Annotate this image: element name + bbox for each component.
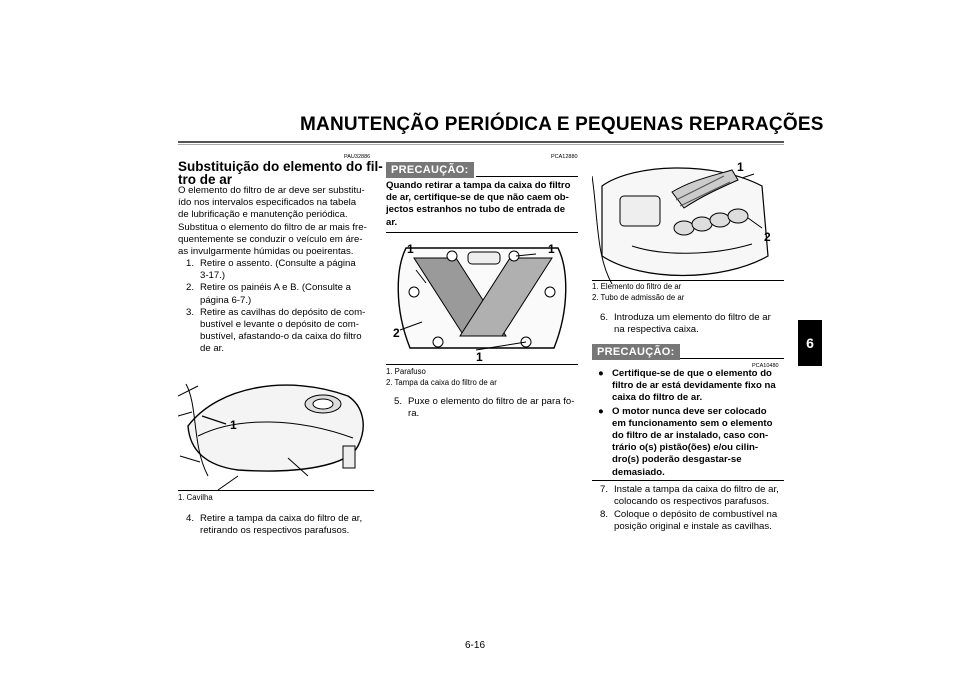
step-line: Retire os painéis A e B. (Consulte a (200, 282, 351, 294)
step-item (600, 484, 779, 508)
steps-list (186, 258, 376, 356)
step-text (408, 396, 574, 420)
intro-line: ído nos intervalos especificados na tabela (178, 197, 357, 209)
step-text (200, 258, 356, 282)
caution-rule (476, 176, 578, 177)
figure-caption: 1. Cavilha (178, 493, 213, 502)
step-number: 2. (186, 282, 195, 294)
intro-paragraph (178, 185, 372, 258)
caution-code: PCA10480 (752, 363, 779, 369)
step-item (186, 307, 376, 356)
caution-line: ar. (386, 216, 398, 228)
caption-rule (178, 490, 374, 491)
step-line: bustível, afastando-o da caixa do filtro (200, 331, 362, 343)
caution-text (386, 180, 580, 229)
step-line: Introduza um elemento do filtro de ar (614, 312, 771, 323)
step-text (200, 282, 351, 306)
header-rule (178, 141, 784, 143)
bullet-line: filtro de ar está devidamente fixo na (612, 380, 776, 392)
page-header-title: MANUTENÇÃO PERIÓDICA E PEQUENAS REPARAÇÕES (300, 114, 824, 135)
bullet-text (612, 368, 776, 405)
step-line: na respectiva caixa. (614, 324, 699, 336)
step-item (186, 258, 376, 282)
step-item (600, 509, 777, 533)
page-number: 6-16 (465, 640, 486, 651)
bullet-icon: ● (598, 405, 604, 417)
step-number: 8. (600, 509, 609, 520)
caution-line: de ar, certifique-se de que não caem ob- (386, 192, 569, 204)
intro-line: quentemente se conduzir o veículo em áre- (178, 233, 363, 245)
step-line: 3-17.) (200, 270, 226, 282)
figure-callout: 1 (407, 242, 414, 256)
caution-label: PRECAUÇÃO: (592, 344, 680, 360)
figure-callout: 1 (230, 418, 237, 432)
bullet-line: em funcionamento sem o elemento (612, 417, 773, 429)
figure-captions (592, 282, 684, 303)
figure-caption: 2. Tampa da caixa do filtro de ar (386, 377, 497, 387)
step-number: 3. (186, 306, 195, 318)
chapter-tab: 6 (798, 320, 822, 366)
figure-caption: 1. Parafuso (386, 367, 426, 376)
bullet-item (598, 406, 786, 479)
caution-bullets (598, 368, 786, 479)
caution-code: PCA12880 (551, 154, 578, 160)
figure-caption: 2. Tubo de admissão de ar (592, 292, 685, 302)
figure-callout: 1 (548, 242, 555, 256)
step-line: colocando os respectivos parafusos. (614, 496, 770, 508)
step-line: Coloque o depósito de combustível na (614, 509, 778, 520)
bullet-line: caixa do filtro de ar. (612, 392, 703, 404)
intro-line: O elemento do filtro de ar deve ser substitu- (178, 185, 365, 196)
bullet-icon: ● (598, 368, 604, 379)
step-text (200, 307, 365, 356)
section-code: PAU32886 (344, 154, 371, 160)
step-line: ra. (408, 408, 420, 420)
step-number: 7. (600, 484, 609, 495)
section-title-line2: tro de ar (178, 172, 233, 187)
header-rule-thin (178, 144, 784, 145)
figure-caption: 1. Elemento do filtro de ar (592, 282, 682, 291)
step-number: 6. (600, 312, 609, 323)
bullet-item (598, 368, 786, 405)
step-line: Retire a tampa da caixa do filtro de ar, (200, 513, 363, 524)
bullet-line: dro(s) poderão desgastar-se (612, 454, 742, 466)
step-line: bustível e levante o depósito de com- (200, 319, 359, 331)
intro-line: de lubrificação e manutenção periódica. (178, 209, 348, 221)
bullet-line: O motor nunca deve ser colocado (612, 405, 767, 417)
step-item (394, 396, 574, 420)
caption-rule (386, 364, 578, 365)
step-text (614, 484, 779, 508)
step-text (200, 513, 362, 537)
step-number: 4. (186, 513, 195, 524)
bullet-text (612, 406, 772, 479)
bullet-line: demasiado. (612, 466, 665, 478)
step-line: página 6-7.) (200, 294, 252, 306)
caption-rule (592, 280, 784, 281)
figure-callout: 2 (393, 326, 400, 340)
intro-line: as invulgarmente húmidas ou poeirentas. (178, 246, 354, 258)
caution-rule (680, 358, 784, 359)
bullet-line: Certifique-se de que o elemento do (612, 368, 772, 379)
step-number: 5. (394, 396, 403, 407)
step-item (600, 312, 771, 336)
fuel-tank-illustration (178, 366, 374, 490)
section-title-line1: Substituição do elemento do fil- (178, 159, 383, 174)
step-line: Retire as cavilhas do depósito de com- (200, 306, 366, 318)
bullet-line: do filtro de ar instalado, caso con- (612, 430, 769, 442)
caution-end-rule (386, 232, 578, 233)
step-line: retirando os respectivos parafusos. (200, 525, 350, 537)
caution-end-rule (592, 480, 784, 481)
figure-callout: 1 (737, 160, 744, 174)
step-line: Puxe o elemento do filtro de ar para fo- (408, 396, 575, 407)
airbox-cover-illustration (386, 238, 578, 362)
figure-callout: 2 (764, 230, 771, 244)
caution-line: Quando retirar a tampa da caixa do filtro (386, 180, 571, 191)
step-text (614, 509, 777, 533)
intro-line: Substitua o elemento do filtro de ar mais fre- (178, 221, 367, 233)
figure-captions (386, 367, 497, 388)
step-line: de ar. (200, 343, 225, 355)
bullet-line: trário o(s) pistão(ões) e/ou cilin- (612, 442, 759, 454)
step-line: Instale a tampa da caixa do filtro de ar, (614, 484, 779, 495)
step-text (614, 312, 771, 336)
caution-label: PRECAUÇÃO: (386, 162, 474, 178)
step-item (186, 282, 376, 306)
step-line: Retire o assento. (Consulte a página (200, 258, 356, 269)
step-number: 1. (186, 258, 195, 269)
air-filter-element-illustration (592, 156, 784, 288)
caution-line: jectos estranhos no tubo de entrada de (386, 204, 566, 216)
figure-callout: 1 (476, 350, 483, 364)
step-line: posição original e instale as cavilhas. (614, 521, 772, 533)
step-item (186, 513, 362, 537)
